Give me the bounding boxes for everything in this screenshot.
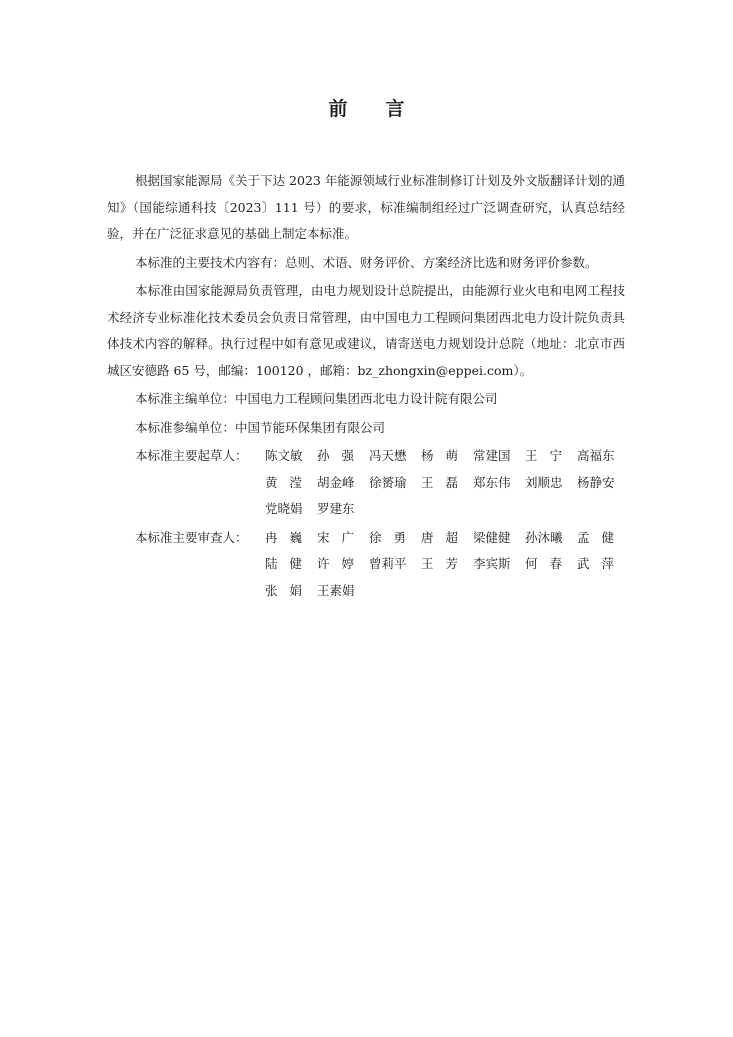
drafters-name: 刘顺忠 bbox=[525, 474, 563, 490]
reviewers-roster bbox=[107, 525, 625, 605]
reviewers-label: 本标准主要审查人： bbox=[135, 529, 248, 545]
drafters-name: 冯天懋 bbox=[369, 448, 407, 463]
paragraph-participating-unit: 本标准参编单位：中国节能环保集团有限公司 bbox=[135, 419, 386, 435]
page-title: 前言 bbox=[328, 98, 443, 120]
drafters-label: 本标准主要起草人： bbox=[135, 448, 248, 463]
reviewers-name: 许婷 bbox=[317, 556, 367, 571]
drafters-name: 郑东伟 bbox=[473, 474, 511, 490]
drafters-name: 徐赟瑜 bbox=[369, 474, 407, 490]
drafters-name: 黄滢 bbox=[265, 474, 315, 490]
drafters-name: 王磊 bbox=[421, 474, 471, 490]
reviewers-name: 张娟 bbox=[265, 582, 315, 598]
drafters-name: 杨静安 bbox=[577, 474, 615, 490]
reviewers-name: 孙沐曦 bbox=[525, 529, 563, 545]
drafters-name: 高福东 bbox=[577, 448, 615, 463]
reviewers-name: 曾莉平 bbox=[369, 556, 407, 571]
reviewers-name: 何春 bbox=[525, 556, 575, 571]
reviewers-name: 王素娟 bbox=[317, 582, 355, 598]
reviewers-name: 李宾斯 bbox=[473, 556, 511, 571]
reviewers-names bbox=[265, 525, 629, 605]
paragraph-technical-content: 本标准的主要技术内容有：总则、术语、财务评价、方案经济比选和财务评价参数。 bbox=[135, 254, 598, 270]
paragraph-chief-editor: 本标准主编单位：中国电力工程顾问集团西北电力设计院有限公司 bbox=[135, 391, 498, 406]
drafters-name: 胡金峰 bbox=[317, 474, 355, 490]
reviewers-name: 武萍 bbox=[577, 556, 627, 571]
drafters-name: 党晓娟 bbox=[265, 501, 303, 516]
reviewers-name: 陆健 bbox=[265, 556, 315, 571]
reviewers-name: 徐勇 bbox=[369, 529, 419, 545]
drafters-name: 杨萌 bbox=[421, 448, 471, 463]
drafters-name: 王宁 bbox=[525, 448, 575, 463]
drafters-names bbox=[265, 443, 629, 523]
paragraph-management: 本标准由国家能源局负责管理，由电力规划设计总院提出，由能源行业火电和电网工程技术经济专业标准化技术委员会负责日常管理，由中国电力工程顾问集团西北电力设计院负责具体技术内容的解释。执行过程中如有意见或建议，请寄送电力规划设计总院（地址：北京市西城区安德路 65 号，邮编：100120 ，邮箱：bz_zhongxin@eppei.com）。 bbox=[107, 283, 625, 378]
document-body bbox=[107, 168, 625, 604]
drafters-roster bbox=[107, 443, 625, 523]
reviewers-name: 孟健 bbox=[577, 529, 627, 545]
paragraph-background: 根据国家能源局《关于下达 2023 年能源领域行业标准制修订计划及外文版翻译计划的通知》（国能综通科技〔2023〕111 号）的要求，标准编制组经过广泛调查研究，认真总结经验，并在广泛征求意见的基础上制定本标准。 bbox=[107, 173, 625, 241]
reviewers-name: 宋广 bbox=[317, 529, 367, 545]
drafters-name: 罗建东 bbox=[317, 501, 355, 516]
drafters-name: 孙强 bbox=[317, 448, 367, 463]
drafters-name: 陈文敏 bbox=[265, 448, 303, 463]
reviewers-name: 梁健健 bbox=[473, 529, 511, 545]
reviewers-name: 王芳 bbox=[421, 556, 471, 571]
reviewers-name: 唐超 bbox=[421, 529, 471, 545]
reviewers-name: 冉巍 bbox=[265, 529, 315, 545]
drafters-name: 常建国 bbox=[473, 448, 511, 463]
